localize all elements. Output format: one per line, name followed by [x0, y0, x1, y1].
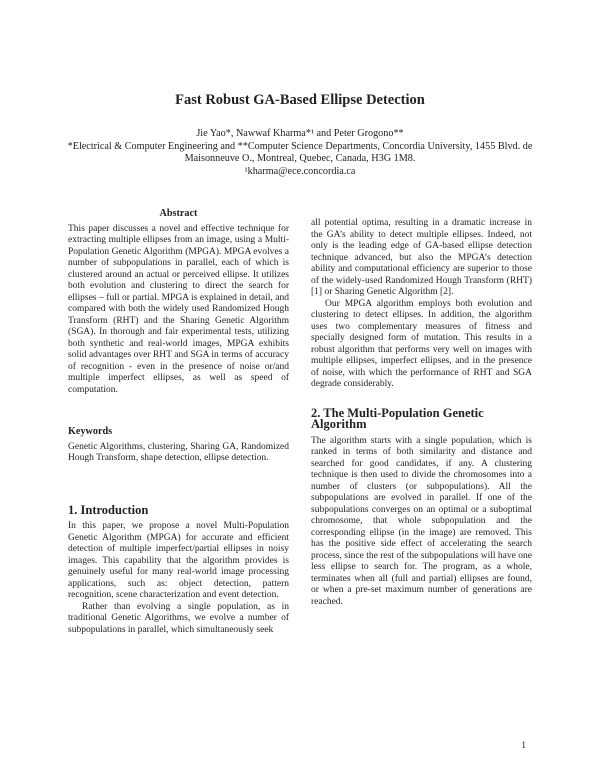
section-2-text: The algorithm starts with a single population, which is ranked in terms of both similarity and distance and searched for good candidates, if any. A clustering technique is then used to divide the chromosomes into a number of clusters (or subpopulations). All the subpopulations are evolved in parallel. If one of the subpopulations converges on an optimal or a suboptimal chromosome, that whole subpopulation and the corresponding ellipse (in the image) are removed. This has the positive side effect of accelerating the search process, since the rest of the subpopulations will have one less ellipse to search for. The program, as a whole, terminates when all (full and partial) ellipses are found, or when a pre-set maximum number of generations are reached. [311, 435, 532, 607]
introduction-paragraph-1: In this paper, we propose a novel Multi-Population Genetic Algorithm (MPGA) for accurate and efficient detection of multiple imperfect/partial ellipses in noisy images. This capability that the algorithm provides is genuinely useful for many real-world image processing applications, such as: object detection, pattern recognition, scene characterization and event detection. [68, 521, 289, 600]
author-email: ¹kharma@ece.concordia.ca [244, 165, 356, 177]
page-number: 1 [521, 741, 526, 751]
abstract-text: This paper discusses a novel and effective technique for extracting multiple ellipses from an image, using a Multi-Population Genetic Algorithm (MPGA). MPGA evolves a number of subpopulations in parallel, each of which is clustered around an actual or perceived ellipse. It utilizes both evolution and clustering to direct the search for ellipses – full or partial. MPGA is explained in detail, and compared with both the widely used Randomized Hough Transform (RHT) and the Sharing Genetic Algorithm (SGA). In thorough and fair experimental tests, utilizing both synthetic and real-world images, MPGA exhibits solid advantages over RHT and SGA in terms of accuracy of recognition - even in the presence of noise or/and multiple imperfect ellipses, as well as speed of computation. [68, 223, 289, 395]
abstract-heading: Abstract [159, 208, 198, 219]
right-paragraph-2: Our MPGA algorithm employs both evolution and clustering to detect ellipses. In addition, the algorithm uses two complementary measures of fitness and specially designed form of mutation. This results in a robust algorithm that performs very well on images with multiple ellipses, imperfect ellipses, and in the presence of noise, with which the performance of RHT and SGA degrade considerably. [311, 298, 532, 389]
keywords-heading: Keywords [68, 426, 113, 437]
affiliation-line-2: Maisonneuve O., Montreal, Quebec, Canada, H3G 1M8. [184, 153, 416, 165]
left-column [68, 208, 289, 636]
keywords-text: Genetic Algorithms, clustering, Sharing GA, Randomized Hough Transform, shape detection, ellipse detection. [68, 441, 289, 463]
introduction-heading: 1. Introduction [68, 502, 149, 517]
paper-title: Fast Robust GA-Based Ellipse Detection [175, 92, 425, 108]
author-names: Jie Yao*, Nawwaf Kharma*¹ and Peter Grogono** [196, 128, 404, 139]
affiliation-line-1: *Electrical & Computer Engineering and **Computer Science Departments, Concordia University, 1455 Blvd. de [67, 140, 533, 152]
introduction-paragraph-2: Rather than evolving a single population, as in traditional Genetic Algorithms, we evolve a number of subpopulations in parallel, which simultaneously seek [68, 601, 289, 635]
right-paragraph-1: all potential optima, resulting in a dramatic increase in the GA’s ability to detect multiple ellipses. Indeed, not only is the leading edge of GA-based ellipse detection technique advanced, but also the MPGA’s detection ability and computational efficiency are superior to those of the widely-used Randomized Hough Transform (RHT) [1] or Sharing Genetic Algorithm [2]. [311, 218, 532, 297]
author-block [40, 128, 560, 178]
section-2-heading: 2. The Multi-Population Genetic Algorithm [311, 405, 484, 431]
right-column [311, 218, 532, 608]
